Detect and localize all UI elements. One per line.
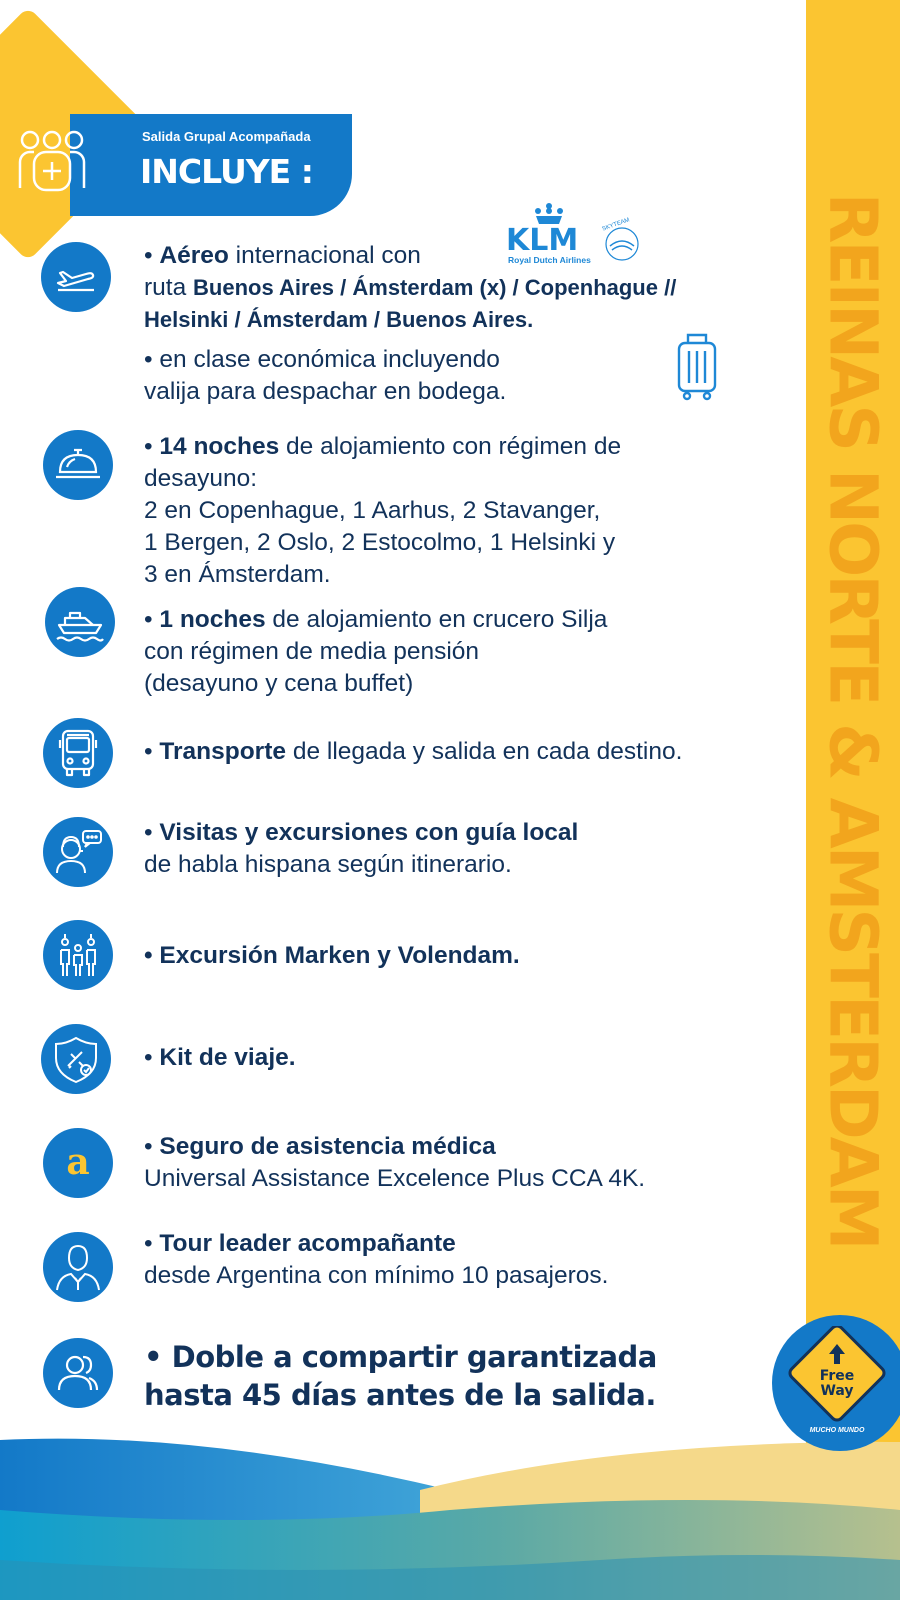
header-subtitle: Salida Grupal Acompañada [142, 129, 311, 144]
freeway-line2: Way [820, 1383, 854, 1399]
assistance-a-icon [43, 1128, 113, 1198]
item-transporte: • Transporte de llegada y salida en cada destino. [144, 738, 683, 765]
item-seguro: • Seguro de asistencia médica Universal Assistance Excelence Plus CCA 4K. [144, 1133, 646, 1192]
freeway-brand: MUCHO MUNDO [809, 1427, 865, 1434]
freeway-line1: Free [819, 1368, 855, 1384]
klm-tagline: Royal Dutch Airlines [508, 255, 591, 265]
item-kit: • Kit de viaje. [144, 1044, 296, 1071]
bus-icon [43, 718, 113, 788]
item-doble: • Doble a compartir garantizada hasta 45 días antes de la salida. [144, 1340, 657, 1412]
plane-icon [41, 242, 111, 312]
tourists-icon [43, 920, 113, 990]
cruise-ship-icon [45, 587, 115, 657]
freeway-logo [786, 1326, 890, 1442]
skyteam-label: SKYTEAM [601, 217, 631, 233]
item-aereo: • Aéreo internacional con ruta Buenos Aires / Ámsterdam (x) / Copenhague // Helsinki / Ámsterdam / Buenos Aires. • en clase económica incluyendo valija para despachar en bodega. [144, 242, 677, 405]
item-crucero: • 1 noches de alojamiento en crucero Silja con régimen de media pensión (desayuno y cena buffet) [144, 606, 608, 697]
svg-text:a: a [66, 1141, 90, 1183]
hotel-bell-icon [43, 430, 113, 500]
item-noches: • 14 noches de alojamiento con régimen de desayuno: 2 en Copenhague, 1 Aarhus, 2 Stavanger, 1 Bergen, 2 Oslo, 2 Estocolmo, 1 Helsinki y 3 en Ámsterdam. [144, 433, 622, 588]
item-tour-leader: • Tour leader acompañante desde Argentina con mínimo 10 pasajeros. [144, 1230, 609, 1289]
header-title: INCLUYE : [140, 152, 313, 191]
tour-leader-icon [43, 1232, 113, 1302]
item-excursion: • Excursión Marken y Volendam. [144, 942, 520, 969]
guide-icon [43, 817, 113, 887]
bottom-waves [0, 1430, 900, 1600]
item-visitas: • Visitas y excursiones con guía local de habla hispana según itinerario. [144, 819, 579, 878]
suitcase-icon [676, 333, 718, 401]
group-plus-icon [14, 128, 90, 196]
side-banner-title: REINAS NORTE & AMSTERDAM [814, 192, 892, 1248]
shield-plane-icon [41, 1024, 111, 1094]
two-people-icon [43, 1338, 113, 1408]
klm-wordmark: KLM [506, 223, 579, 258]
